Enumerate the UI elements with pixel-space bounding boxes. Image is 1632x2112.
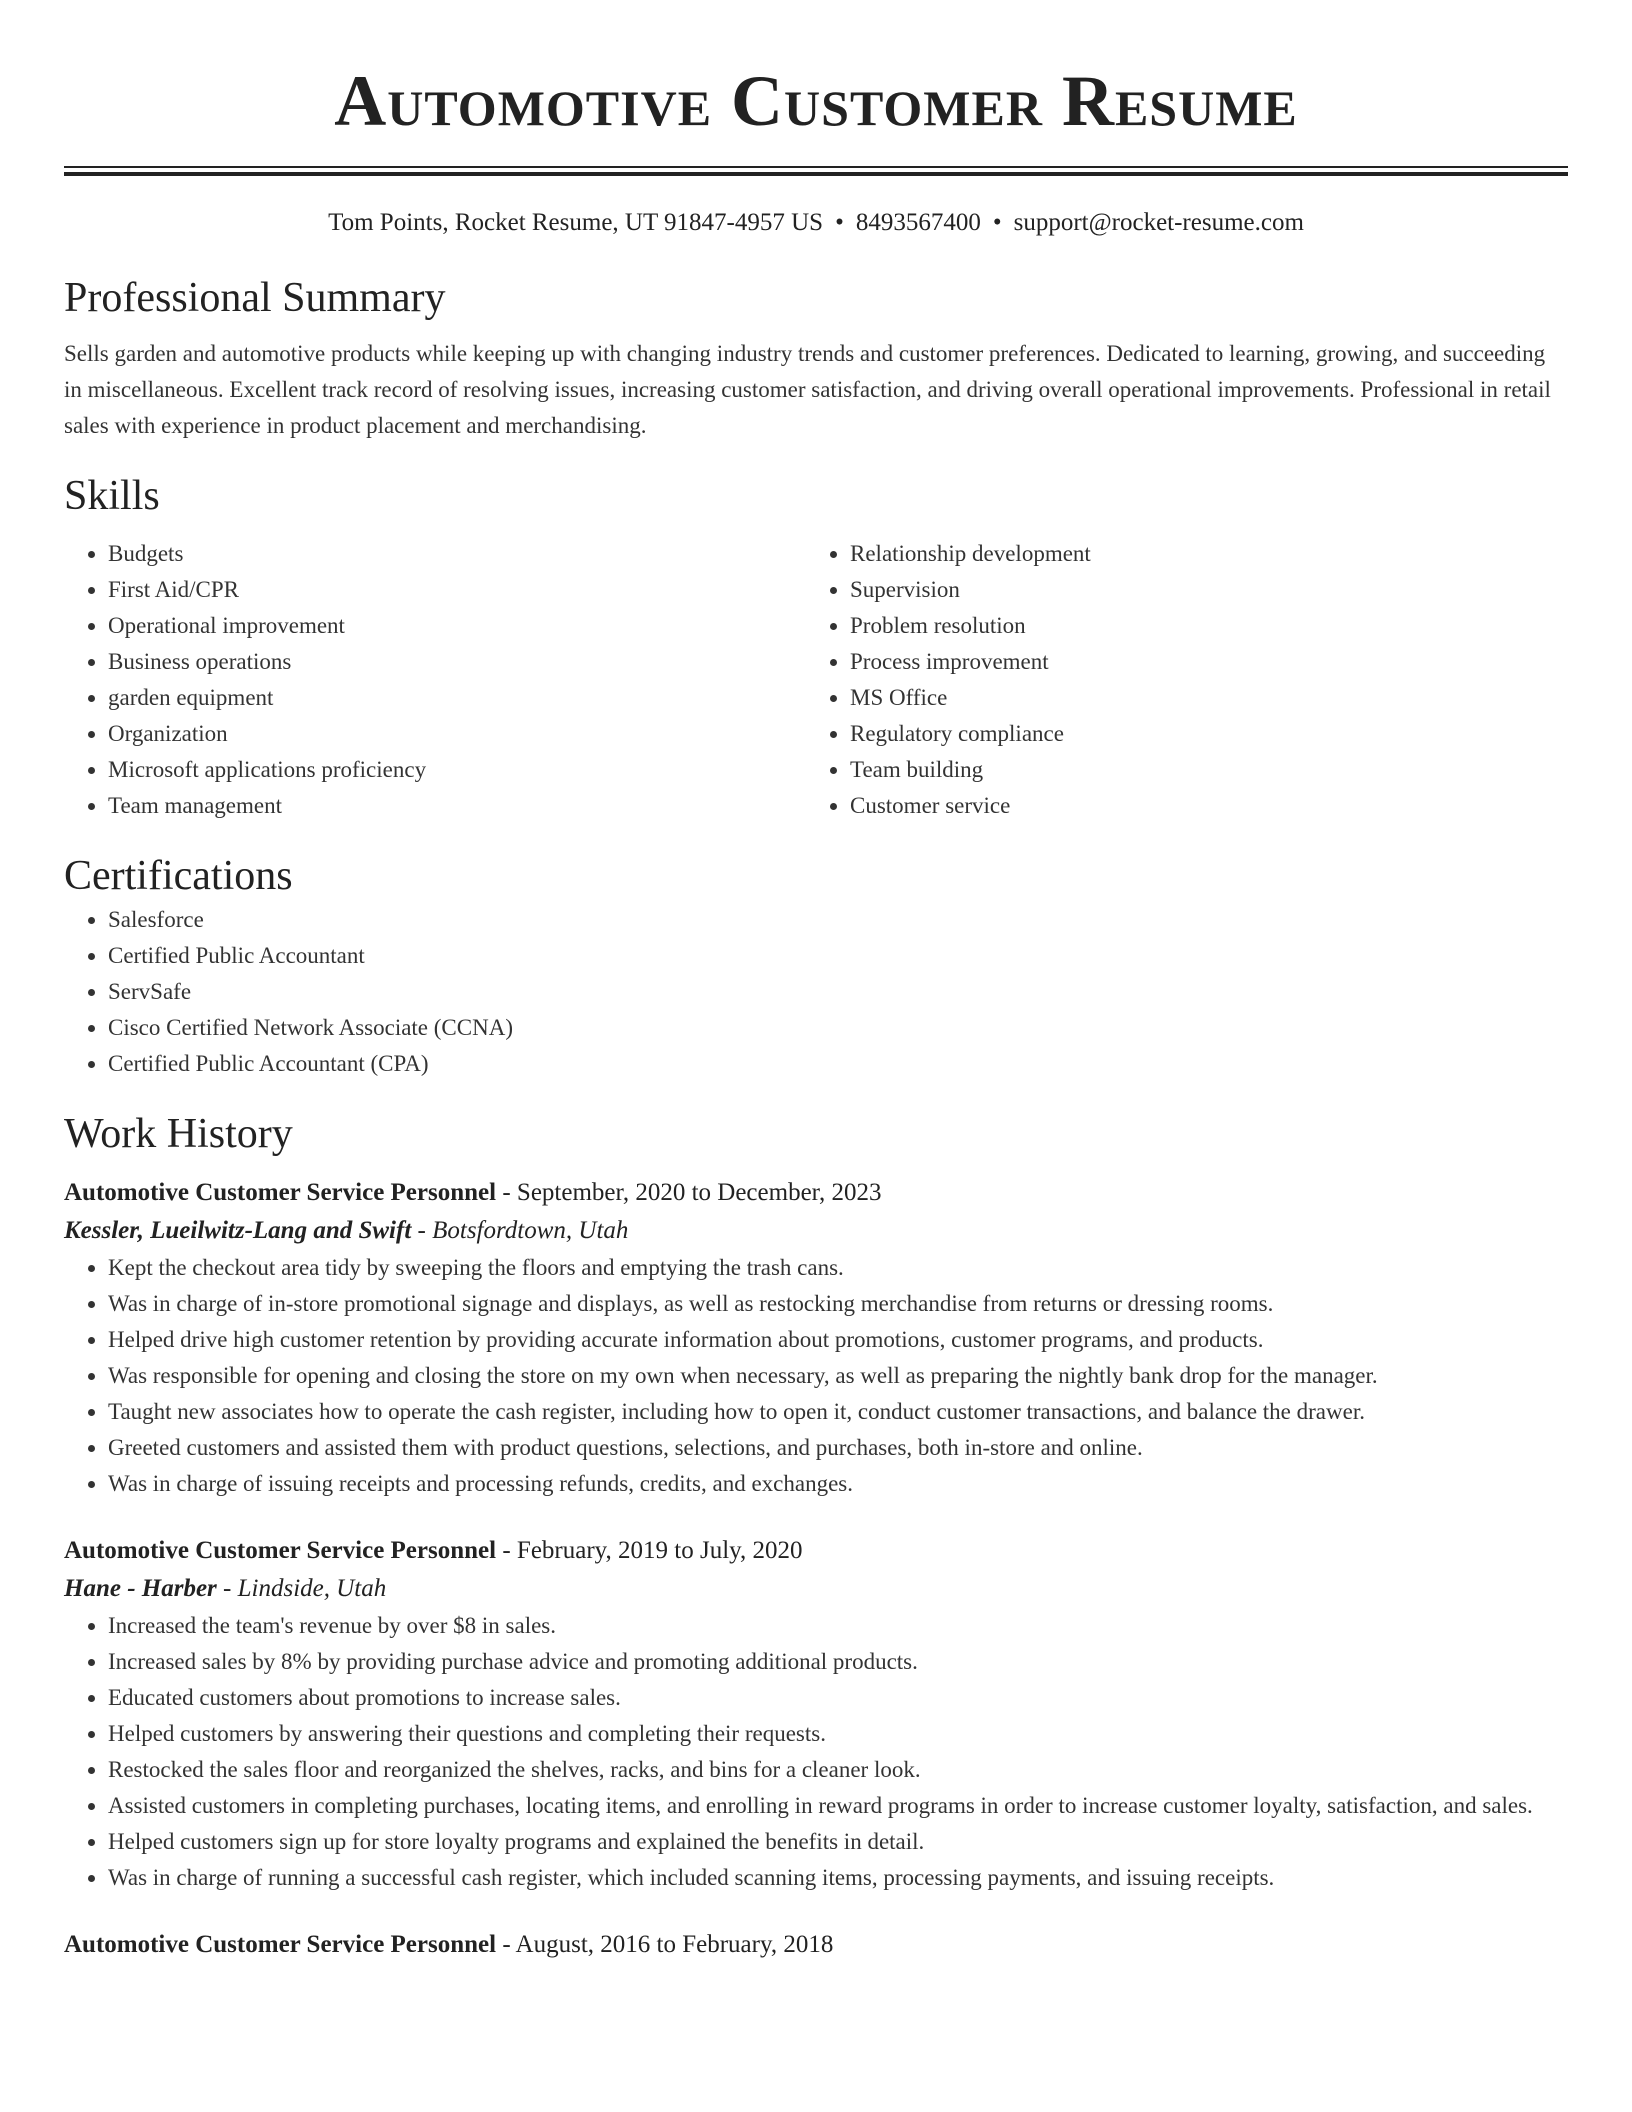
certifications-heading: Certifications	[64, 853, 293, 899]
skills-heading: Skills	[64, 473, 160, 519]
summary-text: Sells garden and automotive products while keeping up with changing industry trends and customer preferences. Dedicated to learning, growing, and succeeding in miscellaneous. Excellent track record of resolving issues, increasing customer satisfaction, and driving overall operational improvements. Professional in retail sales with experience in product placement and merchandising.	[64, 341, 1551, 438]
skill-item: • Process improvement	[850, 644, 1548, 680]
contact-separator: •	[992, 209, 1002, 236]
skills-list-left	[64, 536, 806, 824]
job-duties-list	[64, 1608, 1568, 1896]
certifications-list	[64, 902, 1568, 1082]
skill-item: • Operational improvement	[108, 608, 806, 644]
job-title-line: Automotive Customer Service Personnel - February, 2019 to July, 2020	[64, 1537, 803, 1564]
skill-item: • Customer service	[850, 788, 1548, 824]
job-company: Hane - Harber	[64, 1575, 217, 1602]
skill-item: • Problem resolution	[850, 608, 1548, 644]
job-dates: February, 2019 to July, 2020	[516, 1537, 803, 1564]
job-entry	[64, 1926, 1568, 1964]
job-duty-item: • Increased the team's revenue by over $8 in sales.	[108, 1608, 1568, 1644]
job-entry	[64, 1532, 1568, 1896]
certification-item: • Certified Public Accountant (CPA)	[108, 1046, 1568, 1082]
job-company: Kessler, Lueilwitz-Lang and Swift	[64, 1217, 412, 1244]
job-company-line: Kessler, Lueilwitz-Lang and Swift - Botsfordtown, Utah	[64, 1217, 629, 1244]
skill-item: • MS Office	[850, 680, 1548, 716]
skills-column-right	[806, 536, 1548, 824]
skill-item: • garden equipment	[108, 680, 806, 716]
skills-column-left	[64, 536, 806, 824]
skill-item: • Supervision	[850, 572, 1548, 608]
job-dates: September, 2020 to December, 2023	[516, 1179, 882, 1206]
job-duty-item: • Increased sales by 8% by providing purchase advice and promoting additional products.	[108, 1644, 1568, 1680]
certification-item: • Certified Public Accountant	[108, 938, 1568, 974]
job-duty-item: • Helped customers sign up for store loyalty programs and explained the benefits in detail.	[108, 1824, 1568, 1860]
job-duty-item: • Taught new associates how to operate the cash register, including how to open it, conduct customer transactions, and balance the drawer.	[108, 1394, 1568, 1430]
skills-grid	[64, 536, 1568, 824]
job-title-line: Automotive Customer Service Personnel - August, 2016 to February, 2018	[64, 1931, 834, 1958]
skill-item: • Business operations	[108, 644, 806, 680]
resume-title: Automotive Customer Resume	[334, 61, 1298, 141]
skill-item: • Team building	[850, 752, 1548, 788]
job-duty-item: • Helped customers by answering their questions and completing their requests.	[108, 1716, 1568, 1752]
job-duty-item: • Was in charge of running a successful cash register, which included scanning items, processing payments, and issuing receipts.	[108, 1860, 1568, 1896]
job-title: Automotive Customer Service Personnel	[64, 1931, 497, 1958]
contact-line	[64, 206, 1568, 240]
job-duty-item: • Was in charge of in-store promotional signage and displays, as well as restocking merchandise from returns or dressing rooms.	[108, 1286, 1568, 1322]
contact-address: Tom Points, Rocket Resume, UT 91847-4957 US	[328, 209, 824, 236]
job-title: Automotive Customer Service Personnel	[64, 1179, 497, 1206]
job-location: Botsfordtown, Utah	[432, 1217, 629, 1244]
job-duty-item: • Kept the checkout area tidy by sweeping the floors and emptying the trash cans.	[108, 1250, 1568, 1286]
job-duties-list	[64, 1250, 1568, 1502]
skill-item: • Microsoft applications proficiency	[108, 752, 806, 788]
skill-item: • Regulatory compliance	[850, 716, 1548, 752]
job-title: Automotive Customer Service Personnel	[64, 1537, 497, 1564]
job-duty-item: • Helped drive high customer retention by providing accurate information about promotions, customer programs, and products.	[108, 1322, 1568, 1358]
job-location: Lindside, Utah	[237, 1575, 387, 1602]
job-entry	[64, 1174, 1568, 1502]
skill-item: • Relationship development	[850, 536, 1548, 572]
job-title-line: Automotive Customer Service Personnel - September, 2020 to December, 2023	[64, 1179, 882, 1206]
certification-item: • ServSafe	[108, 974, 1568, 1010]
summary-heading: Professional Summary	[64, 275, 446, 321]
job-duty-item: • Was in charge of issuing receipts and processing refunds, credits, and exchanges.	[108, 1466, 1568, 1502]
certification-item: • Cisco Certified Network Associate (CCNA)	[108, 1010, 1568, 1046]
job-duty-item: • Educated customers about promotions to increase sales.	[108, 1680, 1568, 1716]
job-duty-item: • Restocked the sales floor and reorganized the shelves, racks, and bins for a cleaner look.	[108, 1752, 1568, 1788]
certification-item: • Salesforce	[108, 902, 1568, 938]
skill-item: • First Aid/CPR	[108, 572, 806, 608]
title-divider	[64, 166, 1568, 176]
skills-list-right	[806, 536, 1548, 824]
skill-item: • Budgets	[108, 536, 806, 572]
skill-item: • Team management	[108, 788, 806, 824]
skill-item: • Organization	[108, 716, 806, 752]
job-duty-item: • Was responsible for opening and closing the store on my own when necessary, as well as preparing the nightly bank drop for the manager.	[108, 1358, 1568, 1394]
job-company-line: Hane - Harber - Lindside, Utah	[64, 1575, 387, 1602]
contact-separator: •	[835, 209, 844, 236]
job-dates: August, 2016 to February, 2018	[515, 1931, 834, 1958]
contact-email: support@rocket-resume.com	[1013, 209, 1304, 236]
contact-phone: 8493567400	[855, 209, 981, 236]
job-duty-item: • Assisted customers in completing purchases, locating items, and enrolling in reward programs in order to increase customer loyalty, satisfaction, and sales.	[108, 1788, 1568, 1824]
work-history-heading: Work History	[64, 1111, 293, 1157]
job-duty-item: • Greeted customers and assisted them with product questions, selections, and purchases, both in-store and online.	[108, 1430, 1568, 1466]
